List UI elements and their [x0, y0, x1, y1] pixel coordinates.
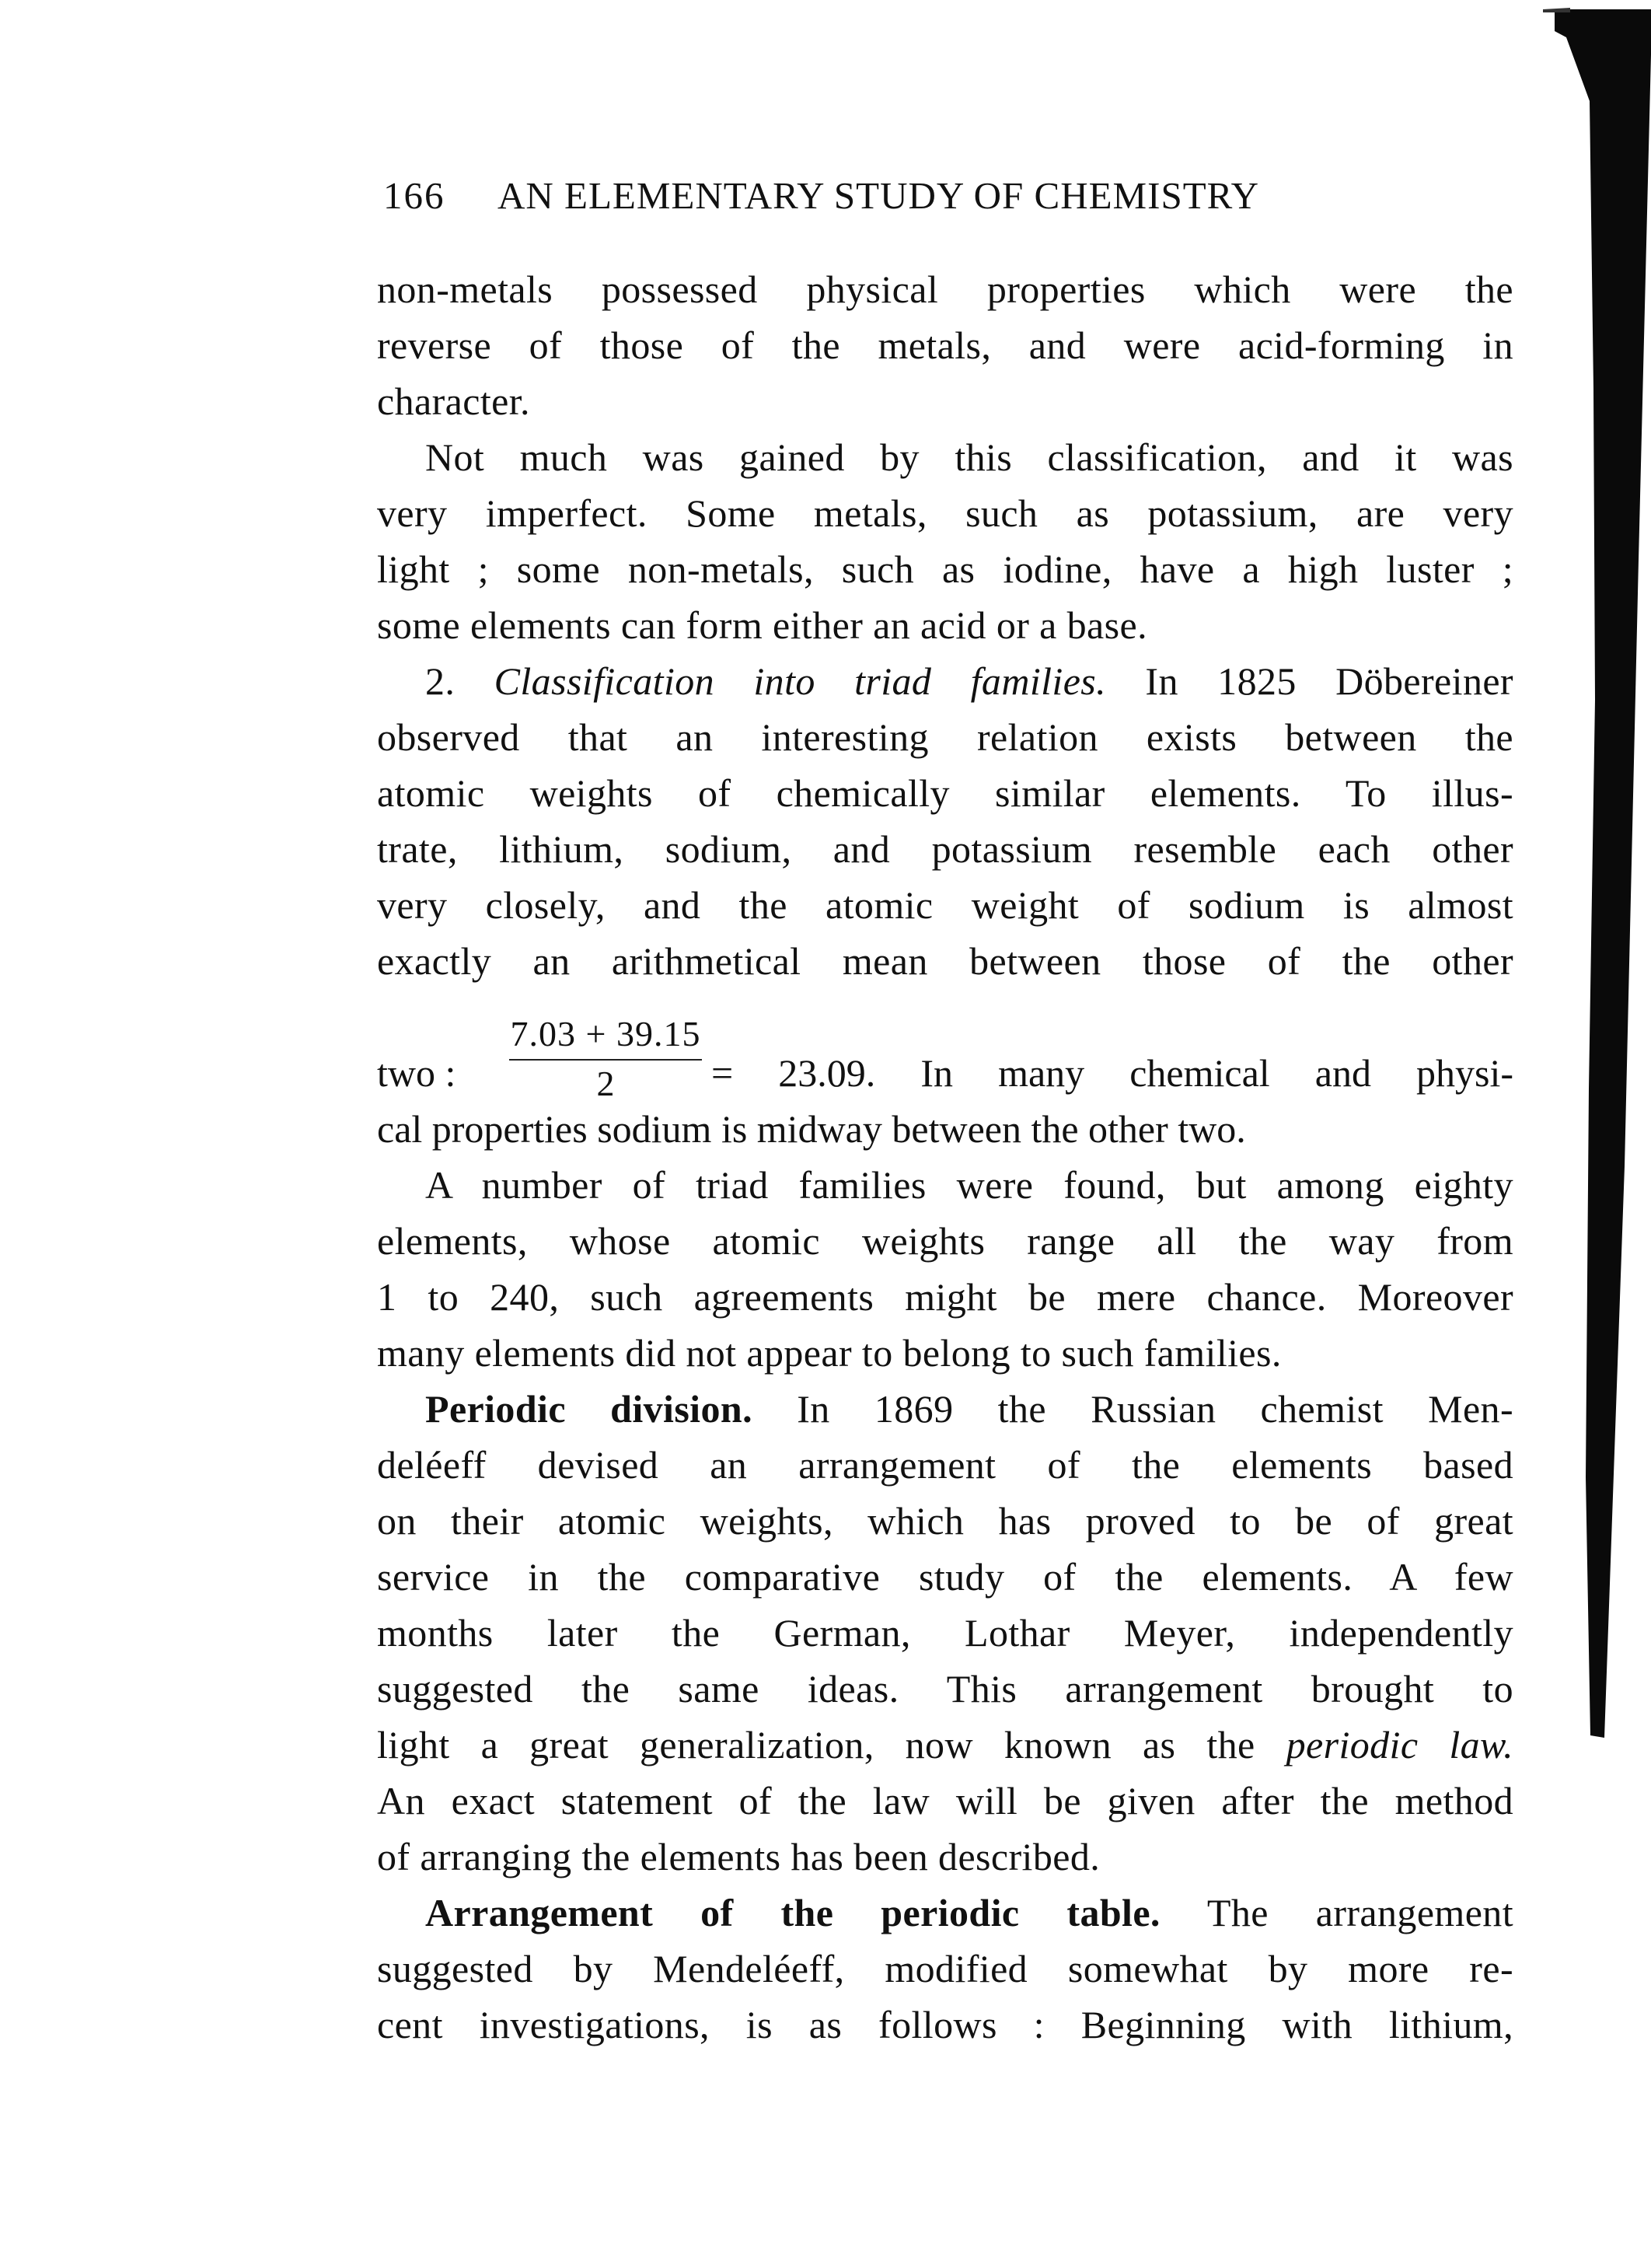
text-line	[377, 1381, 1513, 1437]
text-line: cal properties sodium is midway between the other two.	[377, 1107, 1246, 1151]
text-line: exactly an arithmetical mean between those of the other	[377, 939, 1513, 983]
text-line: character.	[377, 379, 530, 423]
text-run: In 1869 the Russian chemist Men-	[797, 1387, 1513, 1431]
text-line: very closely, and the atomic weight of sodium is almost	[377, 883, 1513, 927]
text-line: elements, whose atomic weights range all the way from	[377, 1219, 1513, 1263]
text-line: A number of triad families were found, but among eighty	[425, 1163, 1513, 1207]
text-line: Not much was gained by this classification, and it was	[425, 435, 1513, 479]
formula-lead: two :	[377, 1051, 456, 1095]
list-number: 2.	[425, 659, 456, 703]
fraction-denominator: 2	[596, 1064, 615, 1103]
text-line: very imperfect. Some metals, such as potassium, are very	[377, 491, 1513, 535]
running-title: AN ELEMENTARY STUDY OF CHEMISTRY	[497, 174, 1259, 217]
text-line: of arranging the elements has been described.	[377, 1835, 1101, 1878]
binding-shadow-wedge	[1555, 9, 1651, 1738]
body-text	[377, 261, 1513, 2053]
text-line: trate, lithium, sodium, and potassium resemble each other	[377, 827, 1513, 871]
text-line: deléeff devised an arrangement of the elements based	[377, 1443, 1513, 1487]
text-line: on their atomic weights, which has proved to be of great	[377, 1499, 1513, 1543]
fraction-bar	[509, 1059, 702, 1061]
text-line: months later the German, Lothar Meyer, independently	[377, 1611, 1513, 1655]
text-line: atomic weights of chemically similar elements. To illus-	[377, 771, 1513, 815]
text-line: reverse of those of the metals, and were acid-forming in	[377, 323, 1513, 367]
text-run: The arrangement	[1206, 1891, 1513, 1934]
text-line: many elements did not appear to belong to such families.	[377, 1331, 1282, 1375]
text-line	[377, 1885, 1513, 1941]
text-line	[377, 653, 1513, 709]
section-heading-italic: Classification into triad families.	[494, 659, 1107, 703]
text-run: In many chemical and physi-	[920, 1051, 1514, 1095]
text-run: In 1825 Döbereiner	[1145, 659, 1513, 703]
formula-block	[377, 989, 1513, 1157]
text-line: suggested by Mendeléeff, modified somewhat by more re-	[377, 1947, 1513, 1990]
fraction	[509, 1011, 702, 1104]
text-line: suggested the same ideas. This arrangement brought to	[377, 1667, 1513, 1711]
italic-term: periodic law.	[1286, 1723, 1513, 1767]
text-line: light ; some non-metals, such as iodine, have a high luster ;	[377, 547, 1513, 591]
section-heading-bold: Arrangement of the periodic table.	[425, 1891, 1161, 1934]
text-line: An exact statement of the law will be given after the method	[377, 1779, 1513, 1822]
text-line: cent investigations, is as follows : Beginning with lithium,	[377, 2003, 1513, 2046]
section-heading-bold: Periodic division.	[425, 1387, 752, 1431]
text-line: service in the comparative study of the elements. A few	[377, 1555, 1513, 1599]
text-line: non-metals possessed physical properties which were the	[377, 267, 1513, 311]
text-line: some elements can form either an acid or a base.	[377, 603, 1148, 647]
text-run: light a great generalization, now known as the	[377, 1723, 1255, 1767]
formula-result: = 23.09.	[711, 1051, 876, 1095]
formula-result-line	[711, 1045, 1513, 1101]
text-line: 1 to 240, such agreements might be mere chance. Moreover	[377, 1275, 1513, 1319]
running-header	[383, 173, 1259, 219]
page-number: 166	[383, 174, 445, 217]
text-line: observed that an interesting relation exists between the	[377, 715, 1513, 759]
binding-shadow-edge	[1543, 8, 1570, 12]
fraction-numerator: 7.03 + 39.15	[510, 1014, 701, 1054]
text-line	[377, 1717, 1513, 1773]
